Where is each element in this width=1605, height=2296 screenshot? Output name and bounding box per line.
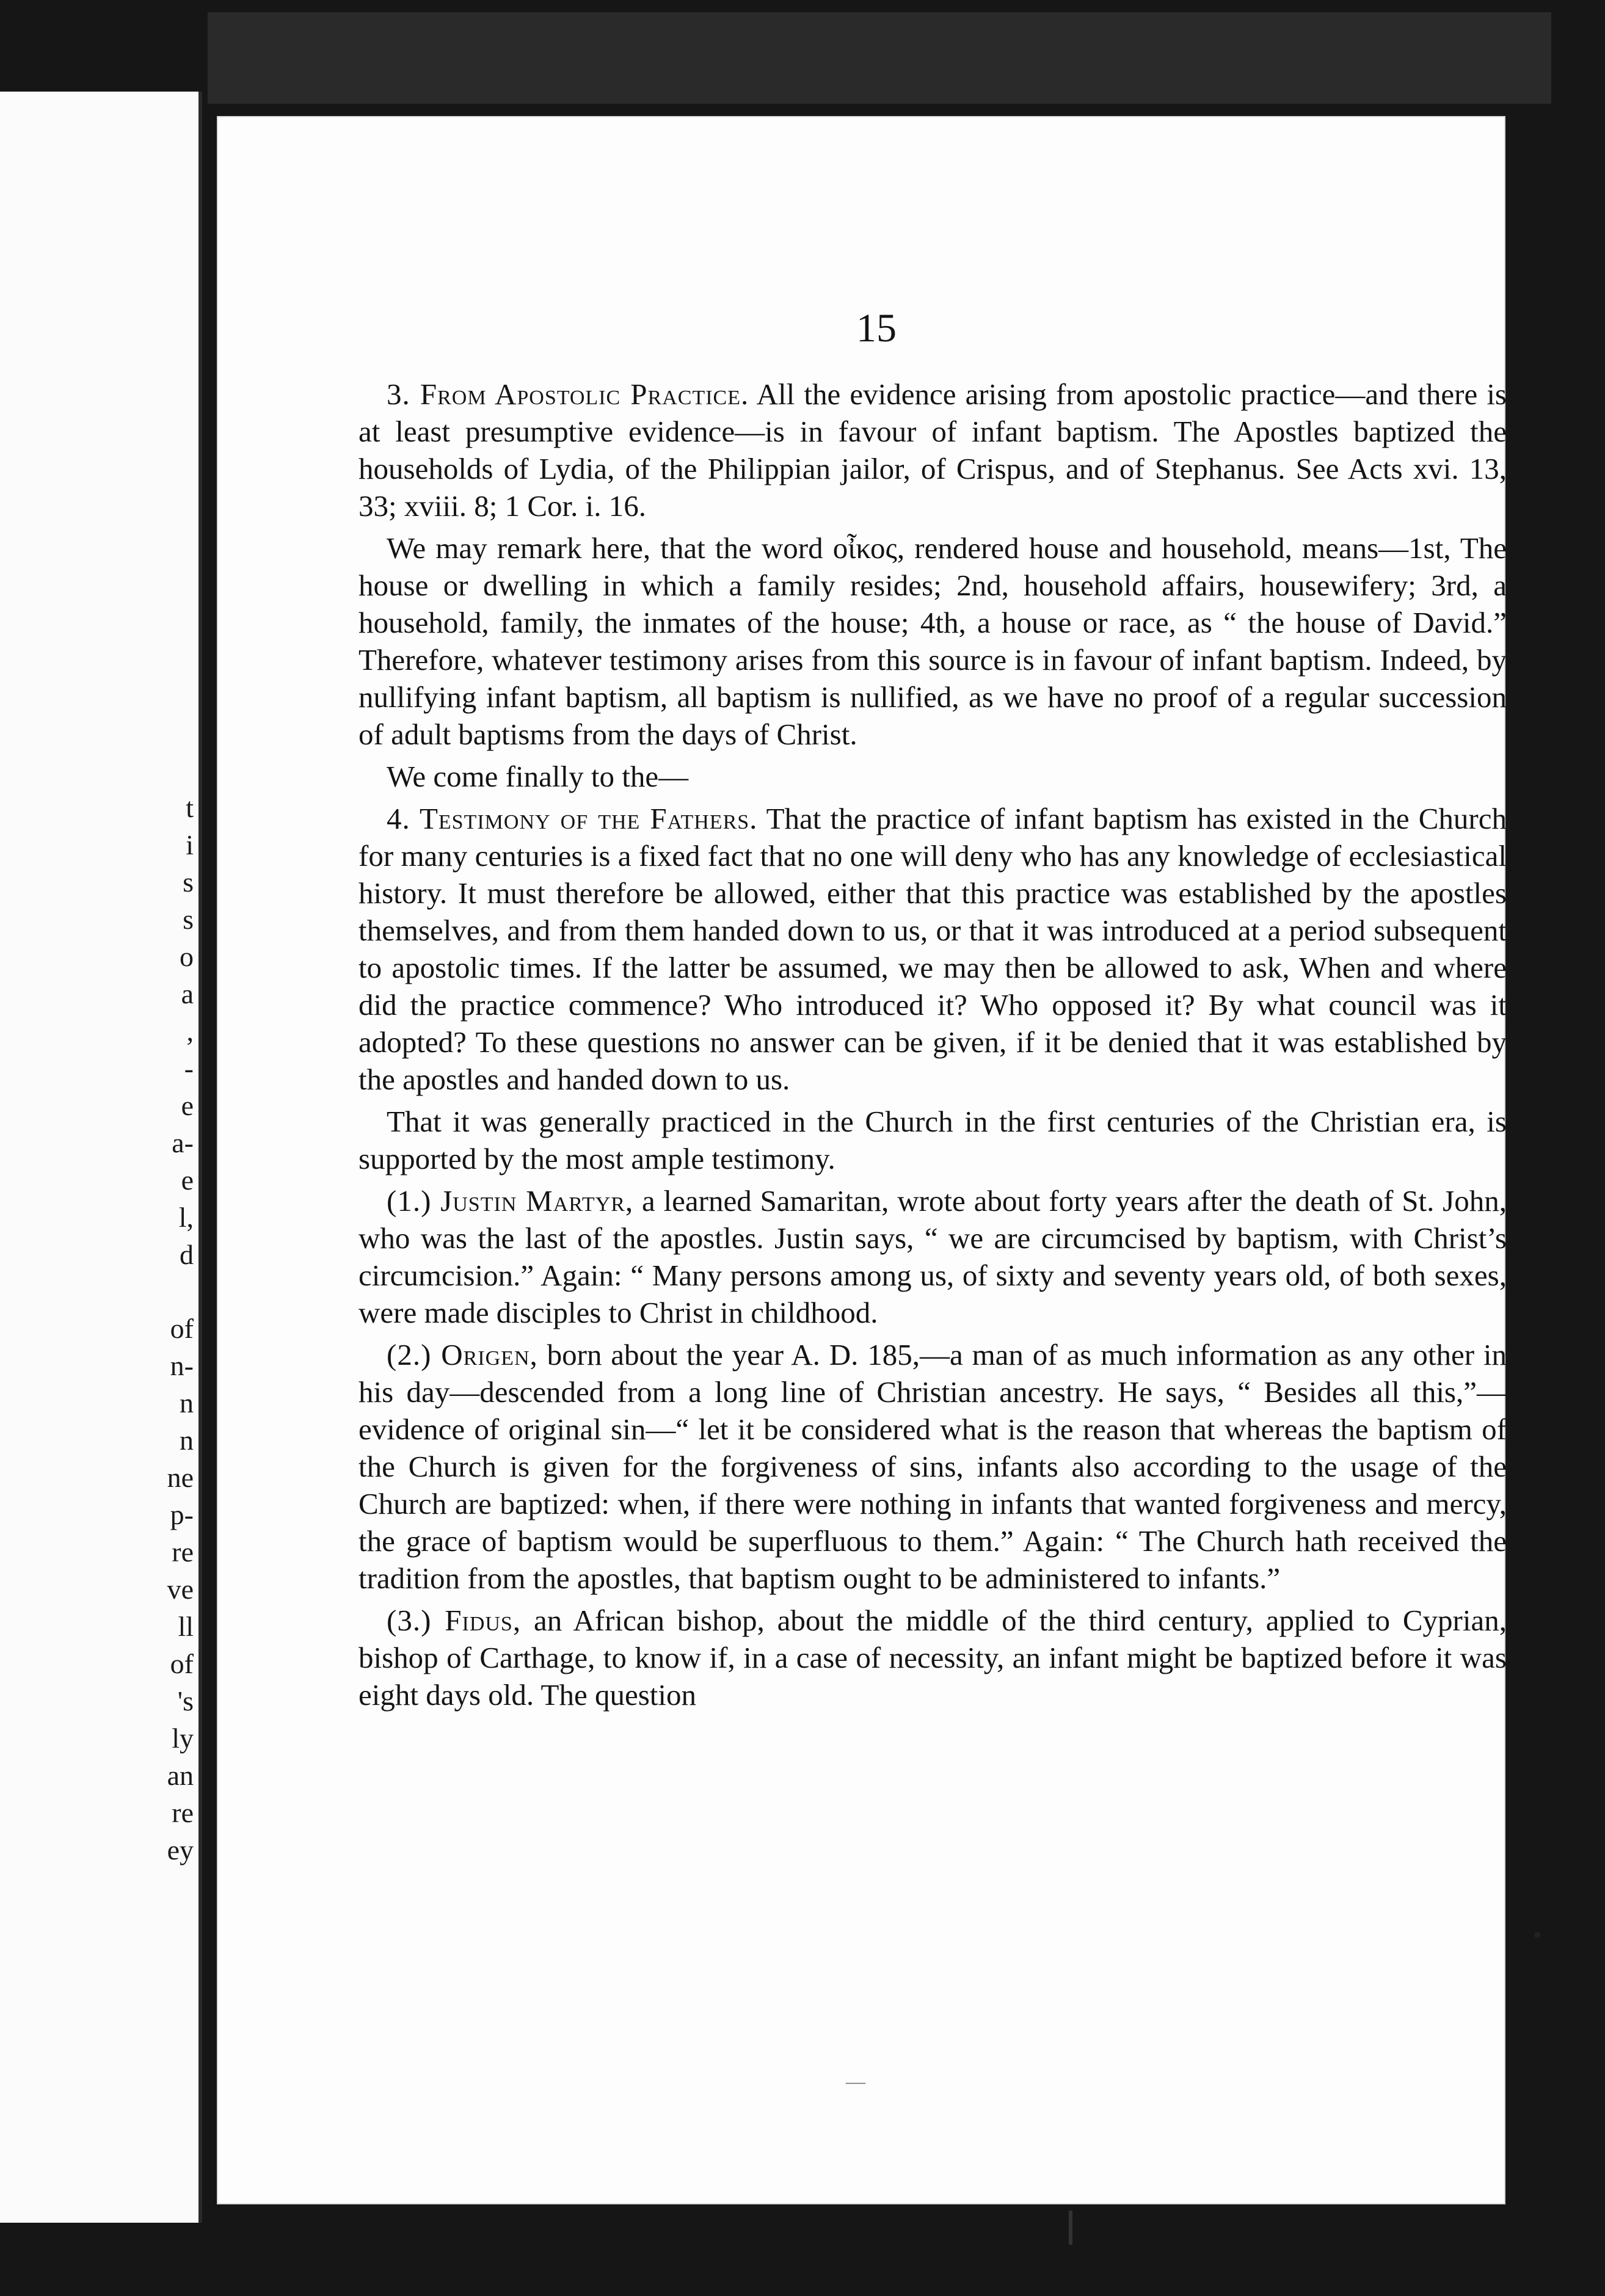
left-page-fragment: n (180, 1425, 194, 1456)
left-page-fragment: d (180, 1239, 194, 1270)
left-page-fragment: l, (178, 1202, 194, 1233)
section-heading: (3.) Fidus, (387, 1604, 522, 1637)
margin-dot-mark: • (1533, 1921, 1542, 1949)
left-page-fragment: ey (167, 1834, 194, 1866)
scan-top-strip (208, 12, 1551, 104)
left-page-fragment: re (172, 1797, 194, 1828)
left-page-fragment: s (183, 904, 194, 935)
paragraph-origen (358, 1336, 1507, 1597)
section-heading: 3. From Apostolic Practice. (387, 377, 749, 411)
left-page-fragment: ne (167, 1462, 194, 1493)
paragraph-apostolic-practice (358, 376, 1507, 525)
paragraph-justin-martyr (358, 1182, 1507, 1331)
left-page-fragment: of (170, 1313, 194, 1344)
left-page-fragment: e (181, 1164, 194, 1196)
left-page-fragment: t (186, 792, 194, 823)
paragraph-testimony-fathers (358, 800, 1507, 1098)
paragraph-fidus (358, 1602, 1507, 1713)
left-page-fragment: re (172, 1536, 194, 1568)
section-heading: 4. Testimony of the Fathers. (387, 802, 758, 835)
left-page-fragment: p- (170, 1499, 194, 1530)
left-page-fragment: a (181, 978, 194, 1009)
section-heading: (2.) Origen, (387, 1338, 538, 1371)
paragraph-text: born about the year A. D. 185,—a man of as much information as any other in his day—descended from a long line of Christian ancestry. He says, “ Besides all this,”—evidence of original sin—“ let it be considered what is the reason that whereas the baptism of the Church is given for the forgiveness of sins, infants also according to the usage of the Church are baptized: when, if there were nothing in infants that wanted forgiveness and mercy, the grace of baptism would be superfluous to them.” Again: “ The Church hath received the tradition from the apostles, that baptism ought to be administered to infants.” (358, 1338, 1507, 1595)
left-page-fragment: an (167, 1760, 194, 1791)
paragraph-ample-testimony (358, 1103, 1507, 1177)
document-page (217, 116, 1542, 2204)
left-facing-page (0, 92, 202, 2223)
left-page-fragment: s (183, 866, 194, 898)
left-page-fragment: of (170, 1648, 194, 1679)
left-page-fragment: , (186, 1015, 194, 1047)
section-heading: (1.) Justin Martyr, (387, 1184, 634, 1218)
left-page-fragment: ve (167, 1574, 194, 1605)
bottom-tick-mark (1069, 2211, 1072, 2245)
left-page-fragment: 's (177, 1685, 194, 1717)
paragraph-text: That the practice of infant baptism has existed in the Church for many centuries is a fixed fact that no one will deny who has any knowledge of ecclesiastical history. It must therefore be allowed, either that this practice was established by the apostles themselves, and from them handed down to us, or that it was introduced at a period subsequent to apostolic times. If the latter be assumed, we may then be allowed to ask, When and where did the practice commence? Who introduced it? Who opposed it? By what council was it adopted? To these questions no answer can be given, if it be denied that it was established by the apostles and handed down to us. (358, 802, 1507, 1096)
left-page-fragment: ll (178, 1611, 194, 1642)
body-text (358, 376, 1507, 1718)
left-page-fragment: n (180, 1387, 194, 1419)
paragraph-text: We come finally to the— (387, 760, 689, 793)
left-page-fragment: - (184, 1053, 194, 1084)
paragraph-text: a learned Samaritan, wrote about forty years after the death of St. John, who was the last of the apostles. Justin says, “ we are circumcised by baptism, with Christ’s circumcision.” Again: “ Many persons among us, of sixty and seventy years old, of both sexes, were made disciples to Christ in childhood. (358, 1184, 1507, 1329)
footer-stray-mark: — (846, 2070, 865, 2092)
paragraph-text: We may remark here, that the word οἶκος, rendered house and household, means—1st, The house or dwelling in which a family resides; 2nd, household affairs, housewifery; 3rd, a household, family, the inmates of the house; 4th, a house or race, as “ the house of David.” Therefore, whatever testimony arises from this source is in favour of infant baptism. Indeed, by nullifying infant baptism, all baptism is nullified, as we have no proof of a regular succession of adult baptisms from the days of Christ. (358, 531, 1507, 751)
left-page-fragment: a- (172, 1127, 194, 1158)
paragraph-word-oikos (358, 529, 1507, 753)
paragraph-text: That it was generally practiced in the Church in the first centuries of the Christian era, is supported by the most ample testimony. (358, 1105, 1507, 1175)
left-page-fragment: n- (170, 1350, 194, 1381)
left-page-fragments (0, 92, 198, 2223)
left-page-fragment: e (181, 1090, 194, 1121)
paragraph-transition (358, 758, 1507, 795)
page-number: 15 (856, 306, 897, 351)
left-page-fragment: ly (172, 1723, 194, 1754)
paragraph-text: All the evidence arising from apostolic practice—and there is at least presumptive evidence—is in favour of infant baptism. The Apostles baptized the households of Lydia, of the Philippian jailor, of Crispus, and of Stephanus. See Acts xvi. 13, 33; xviii. 8; 1 Cor. i. 16. (358, 377, 1507, 523)
paragraph-text: an African bishop, about the middle of the third century, applied to Cyprian, bishop of Carthage, to know if, in a case of necessity, an infant might be baptized before it was eight days old. The question (358, 1604, 1507, 1712)
left-page-fragment: o (180, 941, 194, 972)
left-page-fragment: i (186, 829, 194, 860)
